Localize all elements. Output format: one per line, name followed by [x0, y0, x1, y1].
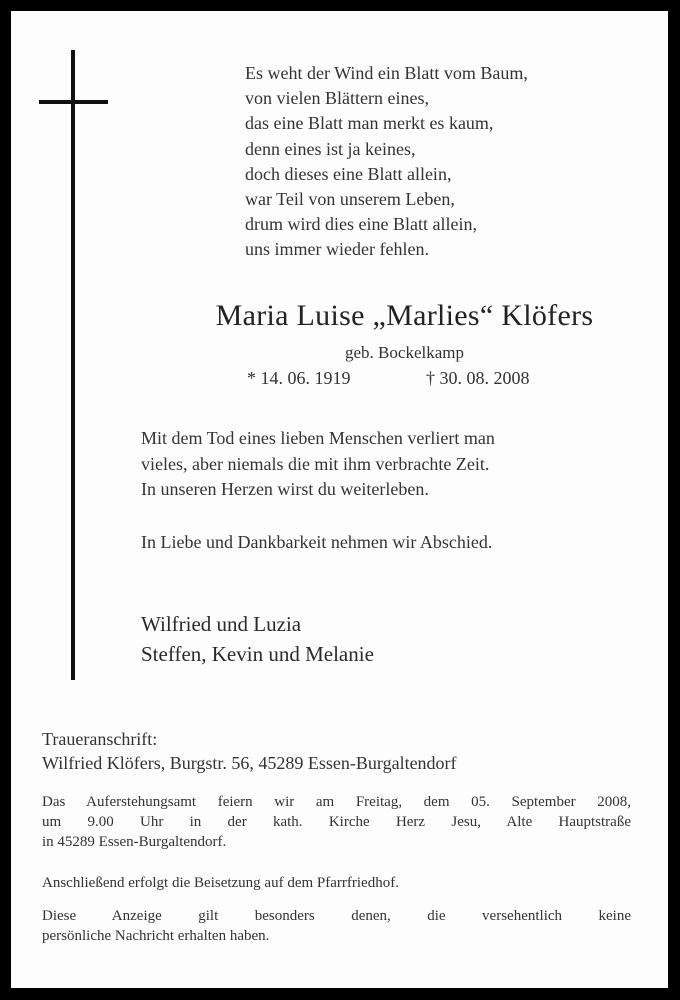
family-line: Steffen, Kevin und Melanie [141, 642, 374, 666]
cross-vertical-bar [71, 50, 75, 680]
message-line: vieles, aber niemals die mit ihm verbrachte Zeit. [141, 453, 490, 474]
poem-line: war Teil von unserem Leben, [245, 189, 455, 210]
family-line: Wilfried und Luzia [141, 612, 302, 636]
service-info [42, 792, 631, 852]
poem-line: drum wird dies eine Blatt allein, [245, 214, 477, 235]
note-line: Diese Anzeige gilt besonders denen, die versehentlich keine [42, 908, 631, 924]
service-line: in 45289 Essen-Burgaltendorf. [42, 834, 227, 850]
notice-note [42, 906, 631, 946]
mourning-address-label: Traueranschrift: [42, 729, 158, 749]
note-line: persönliche Nachricht erhalten haben. [42, 928, 270, 944]
poem-line: Es weht der Wind ein Blatt vom Baum, [245, 63, 528, 83]
farewell-line: In Liebe und Dankbarkeit nehmen wir Abschied. [141, 532, 493, 552]
message-line: Mit dem Tod eines lieben Menschen verliert man [141, 428, 495, 448]
death-date: † 30. 08. 2008 [426, 368, 530, 388]
birth-name: geb. Bockelkamp [345, 343, 464, 362]
poem-line: denn eines ist ja keines, [245, 138, 416, 159]
mourning-address [42, 727, 457, 775]
family-signature [141, 609, 374, 669]
service-line: Das Auferstehungsamt feiern wir am Freitag, dem 05. September 2008, [42, 794, 631, 810]
poem-line: uns immer wieder fehlen. [245, 239, 429, 260]
poem-line: doch dieses eine Blatt allein, [245, 163, 452, 184]
deceased-name: Maria Luise „Marlies“ Klöfers [215, 299, 594, 332]
cross-horizontal-bar [39, 100, 108, 104]
poem-line: von vielen Blättern eines, [245, 88, 429, 109]
service-line: um 9.00 Uhr in der kath. Kirche Herz Jesu, Alte Hauptstraße [42, 814, 631, 830]
message-line: In unseren Herzen wirst du weiterleben. [141, 479, 429, 499]
mourning-address-value: Wilfried Klöfers, Burgstr. 56, 45289 Essen-Burgaltendorf [42, 753, 457, 773]
poem-line: das eine Blatt man merkt es kaum, [245, 113, 494, 134]
birth-date: * 14. 06. 1919 [247, 368, 351, 388]
memorial-message [141, 426, 495, 503]
poem [245, 61, 528, 263]
burial-info: Anschließend erfolgt die Beisetzung auf dem Pfarrfriedhof. [42, 875, 399, 891]
obituary-notice [11, 11, 668, 988]
